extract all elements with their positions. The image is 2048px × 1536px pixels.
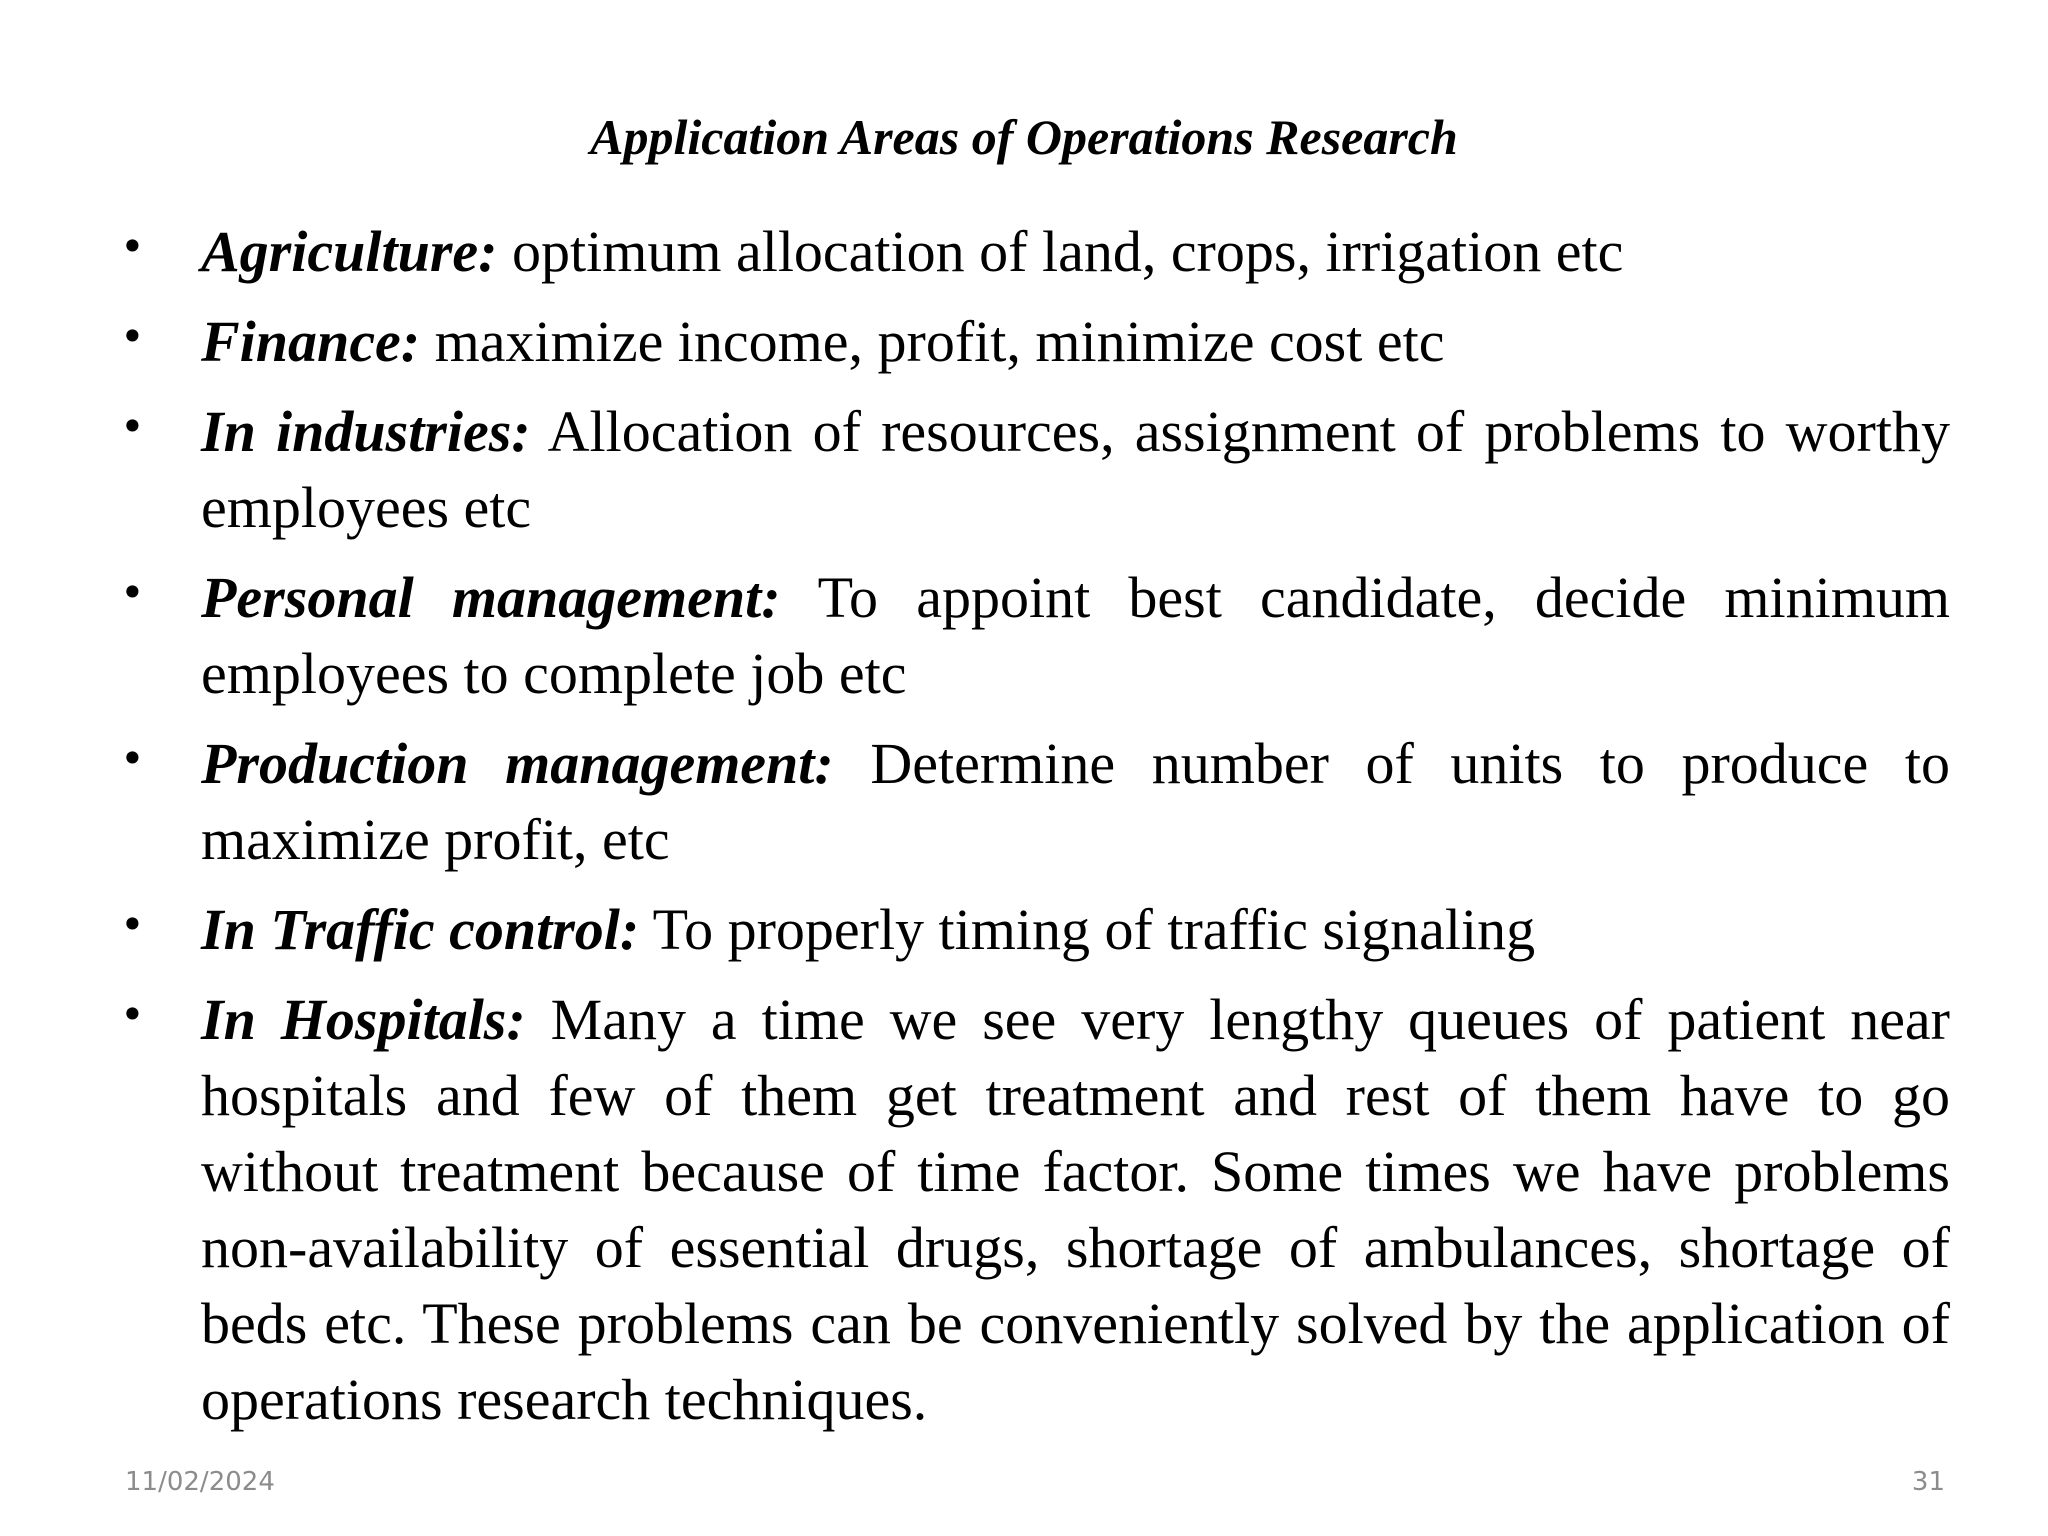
- bullet-text: Determine number of units to produce to maximize profit, etc: [201, 731, 1950, 872]
- bullet-icon: •: [120, 222, 145, 271]
- page-number: 31: [1911, 1467, 1945, 1497]
- bullet-icon: •: [120, 402, 145, 451]
- bullet-text: To properly timing of traffic signaling: [639, 897, 1536, 962]
- bullet-item-finance: [120, 304, 1950, 380]
- bullet-text: maximize income, profit, minimize cost etc: [420, 309, 1445, 374]
- bullet-term: Production management:: [201, 731, 834, 796]
- bullet-icon: •: [120, 734, 145, 783]
- bullet-icon: •: [120, 990, 145, 1039]
- bullet-term: In Traffic control:: [201, 897, 640, 962]
- bullet-term: In industries:: [201, 399, 531, 464]
- bullet-item-hospitals: [120, 982, 1950, 1438]
- footer-date: 11/02/2024: [125, 1467, 275, 1497]
- bullet-term: Finance:: [201, 309, 421, 374]
- bullet-icon: •: [120, 900, 145, 949]
- bullet-icon: •: [120, 312, 145, 361]
- slide-title: Application Areas of Operations Research: [590, 109, 1458, 165]
- bullet-term: Personal management:: [201, 565, 781, 630]
- bullet-text: Many a time we see very lengthy queues of patient near hospitals and few of them get treatment and rest of them have to go without treatment because of time factor. Some times we have problems non-availability of essential drugs, shortage of ambulances, shortage of beds etc. These problems can be conveniently solved by the application of operations research techniques.: [201, 987, 1950, 1432]
- bullet-term: Agriculture:: [201, 219, 498, 284]
- bullet-text: To appoint best candidate, decide minimum employees to complete job etc: [201, 565, 1950, 706]
- bullet-item-industries: [120, 394, 1950, 546]
- bullet-item-traffic-control: [120, 892, 1950, 968]
- bullet-text: Allocation of resources, assignment of problems to worthy employees etc: [201, 399, 1950, 540]
- bullet-item-personal-management: [120, 560, 1950, 712]
- bullet-text: optimum allocation of land, crops, irrigation etc: [497, 219, 1624, 284]
- bullet-list: [120, 214, 1950, 1452]
- bullet-icon: •: [120, 568, 145, 617]
- bullet-item-production-management: [120, 726, 1950, 878]
- bullet-item-agriculture: [120, 214, 1950, 290]
- bullet-term: In Hospitals:: [201, 987, 526, 1052]
